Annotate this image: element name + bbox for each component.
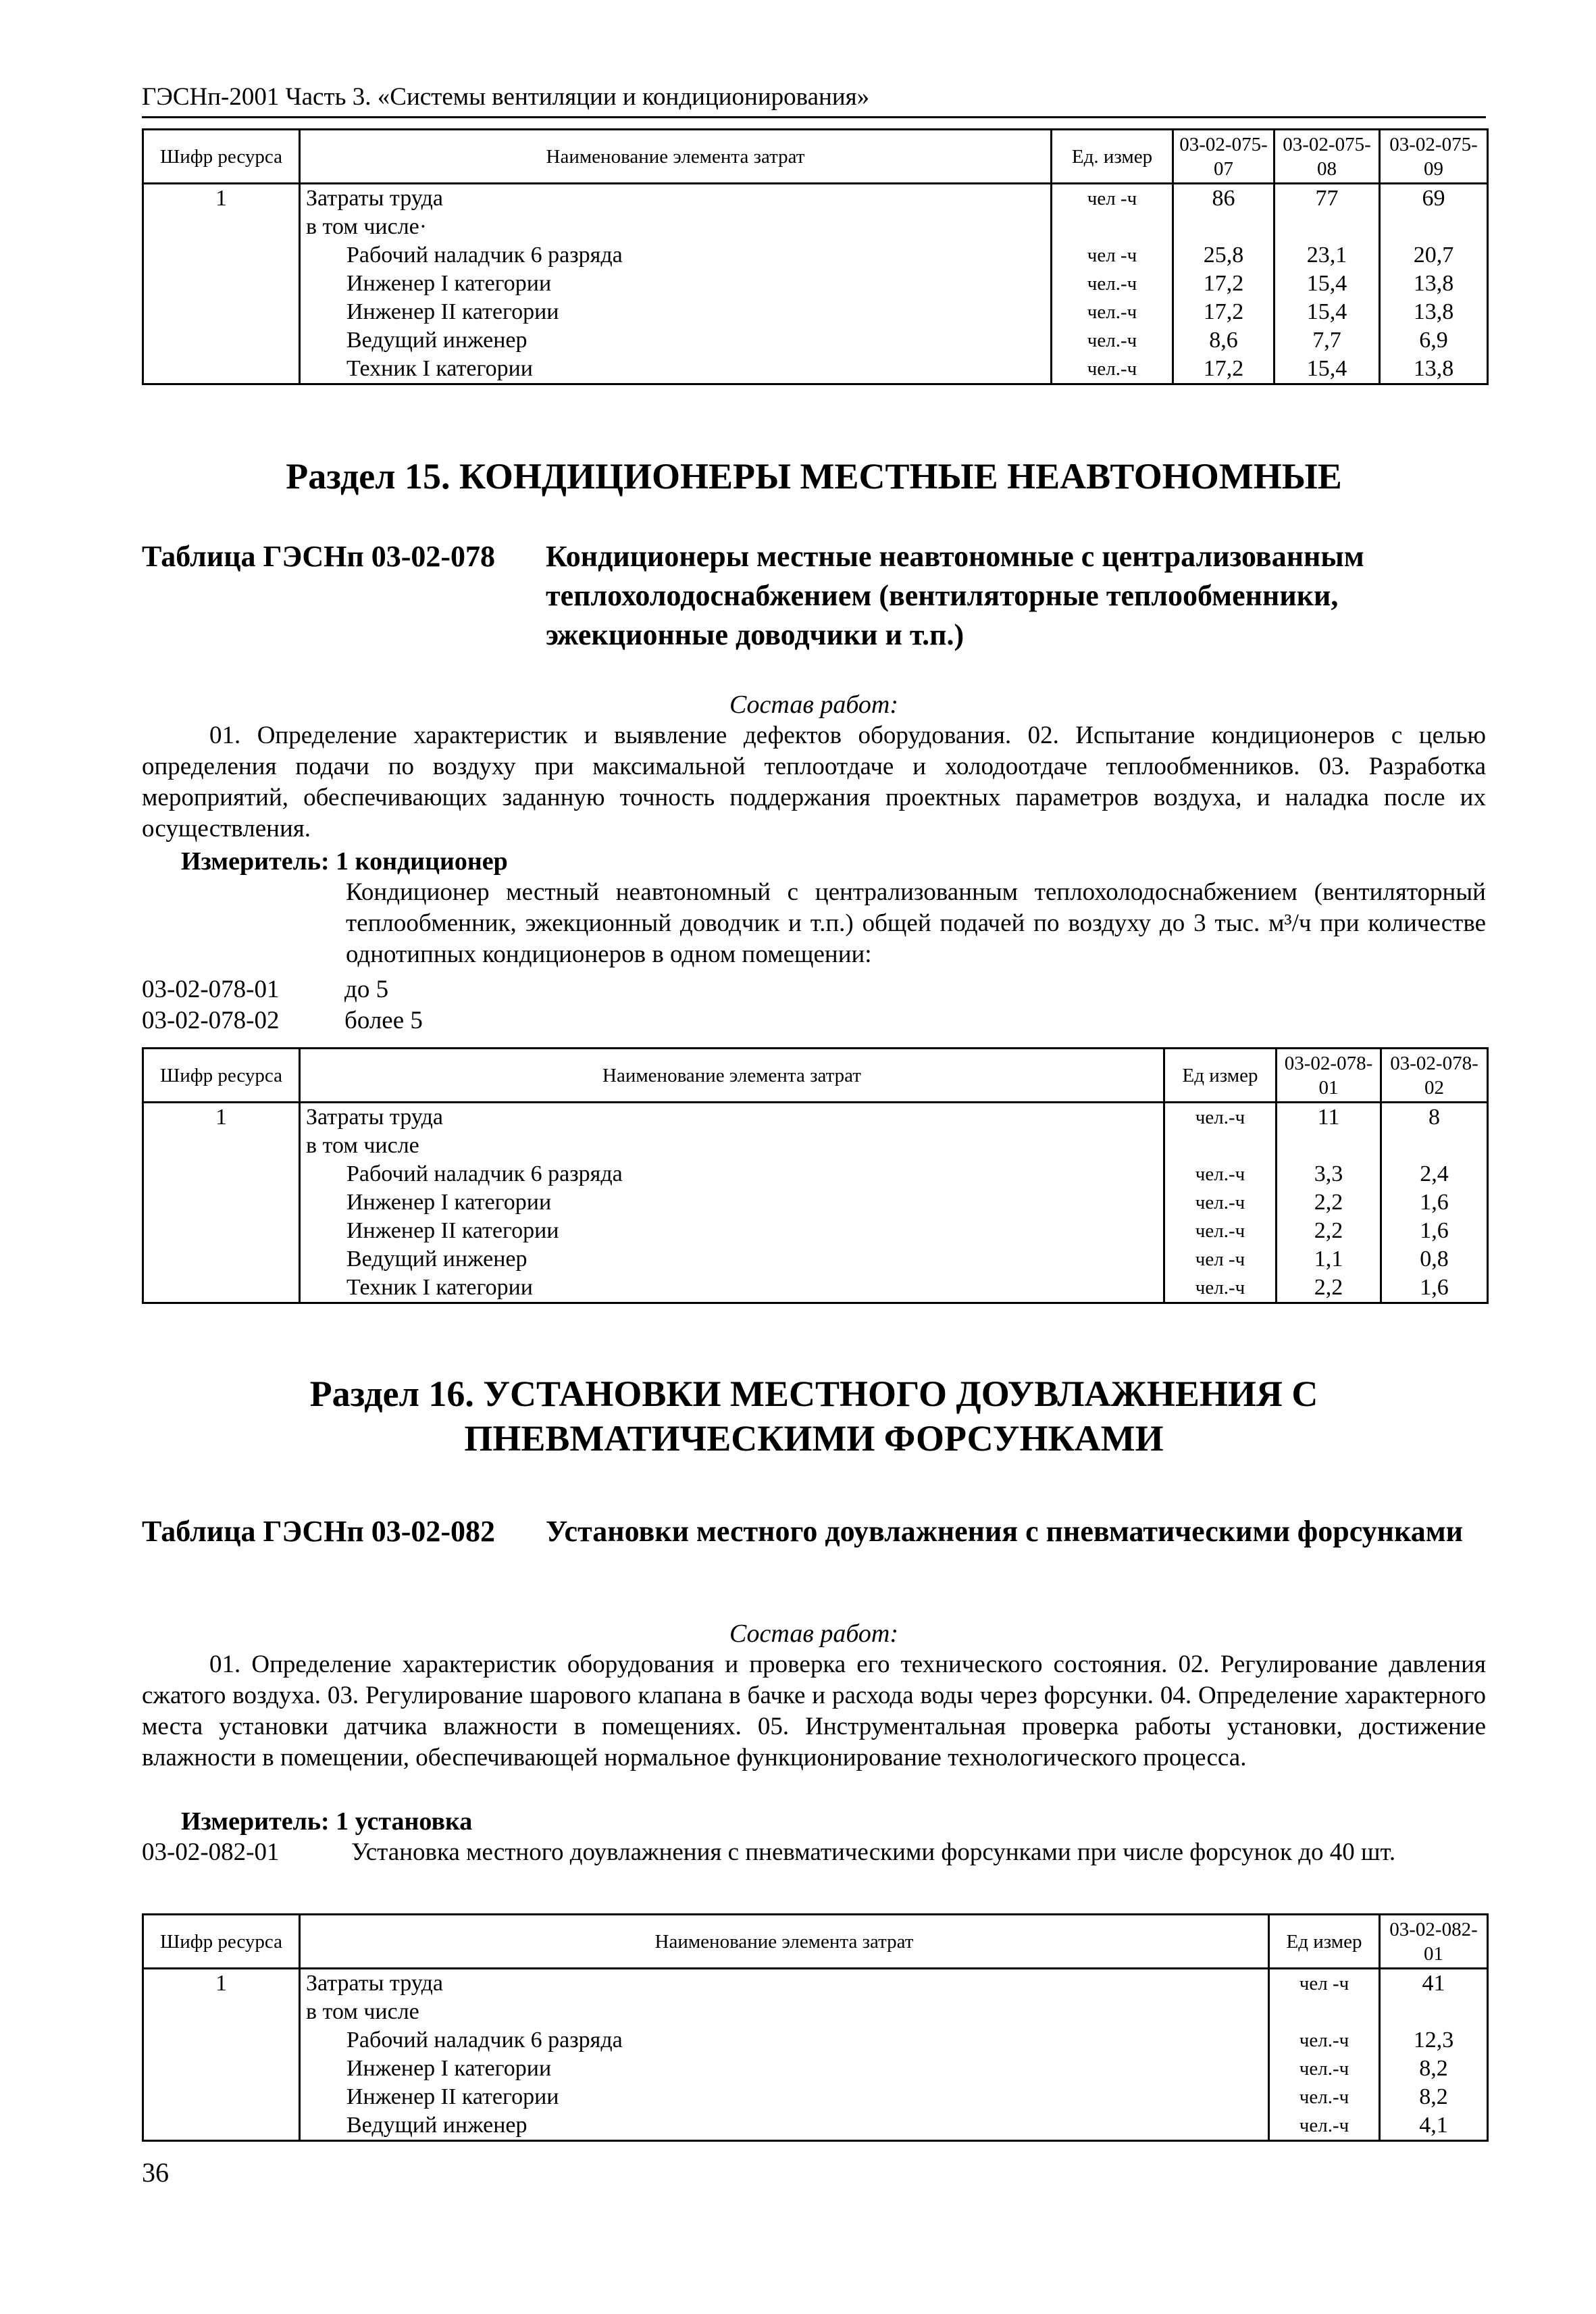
cell-value-1: 25,8 [1173,241,1275,270]
cell-value-2: 1,6 [1381,1274,1488,1303]
cell-unit: чел.-ч [1269,2026,1380,2055]
cell-unit: чел.-ч [1052,270,1173,298]
table-row [143,2026,1488,2055]
header-name: Наименование элемента затрат [300,1049,1164,1103]
cell-value-1: 3,3 [1277,1160,1381,1188]
table-row [143,2083,1488,2111]
cell-value-1 [1277,1132,1381,1160]
cell-unit: чел.-ч [1164,1217,1277,1245]
cell-code [143,213,300,241]
norm-text: до 5 [344,976,389,1003]
works-text: 01. Определение характеристик оборудования и проверка его технического состояния. 02. Регулирование давления сжатого воздуха. 03. Регулирование шарового клапана в бачке и расхода воды через форсунки. 04. Определение характерного места установки датчика влажности в помещениях. 05. Инструментальная проверка работы установки, достижение влажности в помещении, обеспечивающей нормальное функционирование технологического процесса. [142,1651,1486,1771]
table-row [143,270,1488,298]
norm-code: 03-02-082-01 [142,1838,280,1866]
cell-value-3: 69 [1380,184,1488,213]
header-code: Шифр ресурса [143,1915,300,1969]
table-row [143,1217,1488,1245]
norm-code-row [142,974,388,1005]
works-heading: Состав работ: [729,1619,899,1648]
cell-value-1: 17,2 [1173,298,1275,326]
cell-value-1: 4,1 [1380,2111,1488,2141]
table-03-02-078 [142,1047,1489,1304]
cell-value-1: 1,1 [1277,1245,1381,1274]
header-unit: Ед измер [1164,1049,1277,1103]
table-row [143,2111,1488,2141]
cell-name: Рабочий наладчик 6 разряда [300,1160,1164,1188]
cell-code [143,1132,300,1160]
header-col-1: 03-02-078-01 [1277,1049,1381,1103]
cell-unit [1164,1132,1277,1160]
cell-value-1: 8,2 [1380,2055,1488,2083]
table-row [143,326,1488,355]
cell-name: в том числе· [300,213,1052,241]
table-row [143,1103,1488,1132]
cell-value-2: 0,8 [1381,1245,1488,1274]
cell-unit: чел.-ч [1164,1188,1277,1217]
header-col-1: 03-02-075-07 [1173,130,1275,184]
header-unit: Ед измер [1269,1915,1380,1969]
cell-code [143,270,300,298]
cell-unit: чел.-ч [1052,298,1173,326]
cell-value-2: 8 [1381,1103,1488,1132]
cell-value-3: 13,8 [1380,298,1488,326]
cell-unit: чел -ч [1052,184,1173,213]
header-name: Наименование элемента затрат [300,1915,1269,1969]
cell-value-1: 12,3 [1380,2026,1488,2055]
norm-code-row [142,1837,1486,1868]
table-row [143,1998,1488,2026]
measure: Измеритель: 1 установка [181,1807,473,1836]
cell-value-1: 8,6 [1173,326,1275,355]
cell-name: в том числе [300,1998,1269,2026]
cell-value-1: 2,2 [1277,1274,1381,1303]
cell-name: Инженер II категории [300,2083,1269,2111]
norm-text: Установка местного доувлажнения с пневматическими форсунками при числе форсунок до 40 шт. [351,1838,1396,1866]
cell-value-2: 1,6 [1381,1188,1488,1217]
cell-code: 1 [143,1103,300,1132]
cell-unit: чел.-ч [1052,355,1173,384]
norm-code-row [142,1005,423,1036]
cell-value-2: 1,6 [1381,1217,1488,1245]
cell-name: Затраты труда [300,1103,1164,1132]
cell-value-1: 86 [1173,184,1275,213]
cell-value-2: 77 [1275,184,1380,213]
cell-value-2: 23,1 [1275,241,1380,270]
cell-code [143,1160,300,1188]
header-unit: Ед. измер [1052,130,1173,184]
cell-code [143,241,300,270]
header-col-2: 03-02-075-08 [1275,130,1380,184]
cell-value-2: 2,4 [1381,1160,1488,1188]
cell-value-3: 6,9 [1380,326,1488,355]
cell-value-2 [1275,213,1380,241]
header-col-2: 03-02-078-02 [1381,1049,1488,1103]
cell-value-1: 17,2 [1173,355,1275,384]
cell-unit: чел.-ч [1164,1103,1277,1132]
table-label: Таблица ГЭСНп 03-02-082 [142,1515,496,1548]
header-col-1: 03-02-082-01 [1380,1915,1488,1969]
cell-name: Ведущий инженер [300,326,1052,355]
table-row [143,241,1488,270]
norm-code: 03-02-078-02 [142,1007,280,1034]
cell-value-1: 41 [1380,1969,1488,1998]
works-text: 01. Определение характеристик и выявление дефектов оборудования. 02. Испытание кондиционеров с целью определения подачи по воздуху при максимальной теплоотдаче и холодоотдаче теплообменников. 03. Разработка мероприятий, обеспечивающих заданную точность поддержания проектных параметров воздуха, и наладка после их осуществления. [142,722,1486,842]
cell-code [143,2055,300,2083]
cell-unit: чел -ч [1269,1969,1380,1998]
table-row [143,298,1488,326]
table-row [143,1245,1488,1274]
cell-unit: чел -ч [1052,241,1173,270]
norm-description: Кондиционер местный неавтономный с централизованным теплохолодоснабжением (вентиляторный теплообменник, эжекционный доводчик и т.п.) общей подачей по воздуху до 3 тыс. м³/ч при количестве однотипных кондиционеров в одном помещении: [346,878,1486,968]
cell-name: Ведущий инженер [300,2111,1269,2141]
cell-value-1: 8,2 [1380,2083,1488,2111]
cell-unit [1052,213,1173,241]
section-16-title-line: ПНЕВМАТИЧЕСКИМИ ФОРСУНКАМИ [464,1418,1164,1459]
cell-value-2: 15,4 [1275,355,1380,384]
cell-code [143,326,300,355]
cell-name: в том числе [300,1132,1164,1160]
cell-name: Ведущий инженер [300,1245,1164,1274]
cell-unit: чел.-ч [1269,2083,1380,2111]
cell-value-3 [1380,213,1488,241]
cell-value-2: 15,4 [1275,270,1380,298]
table-row [143,1188,1488,1217]
cell-code [143,1217,300,1245]
cell-name: Техник I категории [300,1274,1164,1303]
cell-code [143,355,300,384]
cell-value-3: 13,8 [1380,355,1488,384]
cell-name: Техник I категории [300,355,1052,384]
cell-name: Инженер I категории [300,270,1052,298]
cell-unit: чел.-ч [1269,2055,1380,2083]
cell-value-2: 7,7 [1275,326,1380,355]
section-16-title [142,1372,1486,1461]
table-title-03-02-082 [142,1512,1486,1551]
cell-value-1 [1380,1998,1488,2026]
cell-code [143,1274,300,1303]
cell-unit: чел -ч [1164,1245,1277,1274]
cell-name: Инженер II категории [300,298,1052,326]
table-row [143,184,1488,213]
cell-name: Инженер II категории [300,1217,1164,1245]
cell-value-3: 13,8 [1380,270,1488,298]
cell-name: Инженер I категории [300,2055,1269,2083]
cell-value-2 [1381,1132,1488,1160]
table-row [143,213,1488,241]
cell-value-1: 17,2 [1173,270,1275,298]
header-name: Наименование элемента затрат [300,130,1052,184]
cell-code [143,2026,300,2055]
cell-code [143,2083,300,2111]
cell-unit [1269,1998,1380,2026]
page-number: 36 [142,2157,169,2188]
section-16-title-line: Раздел 16. УСТАНОВКИ МЕСТНОГО ДОУВЛАЖНЕНИЯ С [309,1374,1318,1414]
cell-unit: чел.-ч [1164,1160,1277,1188]
table-03-02-075 [142,128,1489,385]
table-row [143,355,1488,384]
cell-code [143,1188,300,1217]
table-row [143,2055,1488,2083]
cell-name: Рабочий наладчик 6 разряда [300,2026,1269,2055]
table-caption: Установки местного доувлажнения с пневматическими форсунками [546,1515,1464,1548]
cell-code [143,298,300,326]
cell-value-2: 15,4 [1275,298,1380,326]
section-15-title: Раздел 15. КОНДИЦИОНЕРЫ МЕСТНЫЕ НЕАВТОНОМНЫЕ [286,456,1342,497]
table-row [143,1160,1488,1188]
cell-value-1: 2,2 [1277,1188,1381,1217]
header-code: Шифр ресурса [143,1049,300,1103]
table-label: Таблица ГЭСНп 03-02-078 [142,540,496,573]
cell-unit: чел.-ч [1269,2111,1380,2141]
cell-name: Инженер I категории [300,1188,1164,1217]
cell-unit: чел.-ч [1164,1274,1277,1303]
measure: Измеритель: 1 кондиционер [181,847,508,876]
header-col-3: 03-02-075-09 [1380,130,1488,184]
cell-code [143,1998,300,2026]
cell-code [143,2111,300,2141]
table-row [143,1274,1488,1303]
cell-value-1: 11 [1277,1103,1381,1132]
table-title-03-02-078 [142,537,1486,655]
cell-unit: чел.-ч [1052,326,1173,355]
works-heading: Состав работ: [729,690,899,719]
header-code: Шифр ресурса [143,130,300,184]
table-03-02-082 [142,1913,1489,2142]
cell-name: Затраты труда [300,184,1052,213]
cell-name: Рабочий наладчик 6 разряда [300,241,1052,270]
cell-value-3: 20,7 [1380,241,1488,270]
norm-text: более 5 [344,1007,423,1034]
cell-name: Затраты труда [300,1969,1269,1998]
cell-code: 1 [143,184,300,213]
running-head: ГЭСНп-2001 Часть 3. «Системы вентиляции и кондиционирования» [142,81,1486,118]
table-row [143,1969,1488,1998]
cell-code [143,1245,300,1274]
table-row [143,1132,1488,1160]
table-caption: Кондиционеры местные неавтономные с централизованным теплохолодоснабжением (вентиляторные теплообменники, эжекционные доводчики и т.п.) [546,540,1364,651]
cell-code: 1 [143,1969,300,1998]
norm-code: 03-02-078-01 [142,976,280,1003]
cell-value-1 [1173,213,1275,241]
cell-value-1: 2,2 [1277,1217,1381,1245]
